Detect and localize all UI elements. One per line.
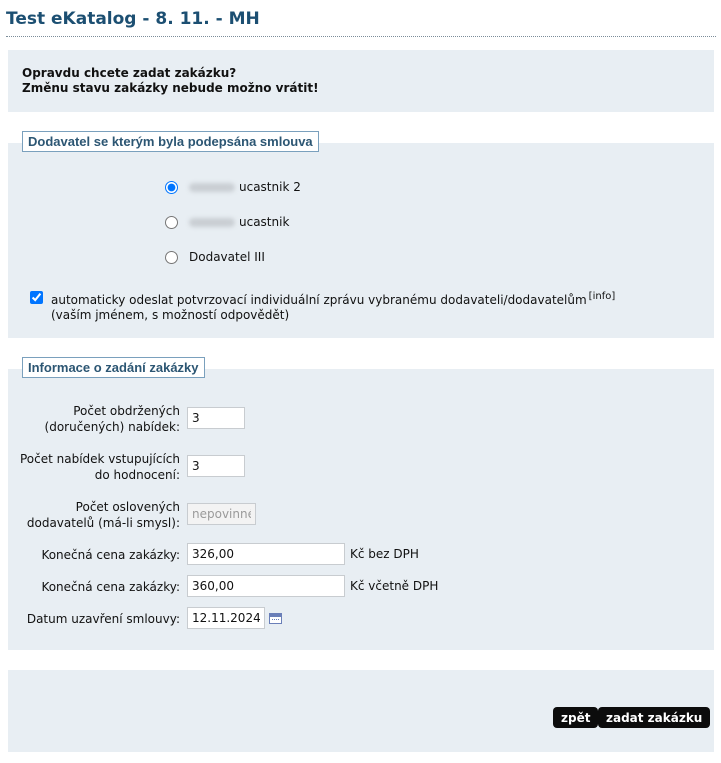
calendar-icon[interactable] <box>269 613 282 624</box>
contract-date-input[interactable] <box>187 607 265 629</box>
submit-order-button[interactable]: zadat zakázku <box>598 707 710 728</box>
auto-send-text <box>51 289 615 323</box>
auto-send-label: automaticky odeslat potvrzovací individuální zprávu vybranému dodavateli/dodavatelům <box>51 293 587 307</box>
price-without-vat-input[interactable] <box>187 543 345 565</box>
actions-panel <box>8 670 714 752</box>
price-without-vat-label: Konečná cena zakázky: <box>41 548 180 562</box>
supplier-section-legend: Dodavatel se kterým byla podepsána smlouva <box>22 131 319 152</box>
confirmation-warning: Změnu stavu zakázky nebude možno vrátit! <box>22 81 319 95</box>
supplier-radio-1[interactable] <box>165 181 178 194</box>
price-without-vat-unit: Kč bez DPH <box>350 547 419 561</box>
redacted-name <box>189 218 235 227</box>
suppliers-contacted-label: Počet oslovených dodavatelů (má-li smysl): <box>26 500 180 530</box>
redacted-name <box>189 183 235 192</box>
page-title: Test eKatalog - 8. 11. - MH <box>6 9 260 29</box>
confirmation-panel <box>8 50 714 112</box>
title-divider <box>6 36 716 37</box>
supplier-option-label: ucastnik <box>239 215 290 229</box>
contract-date-label: Datum uzavření smlouvy: <box>26 612 180 626</box>
supplier-radio-3[interactable] <box>165 251 178 264</box>
offers-evaluated-input[interactable] <box>187 455 245 477</box>
supplier-radio-2[interactable] <box>165 216 178 229</box>
auto-send-note: (vaším jménem, s možností odpovědět) <box>51 308 290 322</box>
confirmation-question: Opravdu chcete zadat zakázku? <box>22 66 237 80</box>
info-link[interactable]: [info] <box>588 291 616 302</box>
back-button[interactable]: zpět <box>553 707 598 728</box>
supplier-option-2[interactable] <box>165 215 289 229</box>
offers-received-input[interactable] <box>187 407 245 429</box>
supplier-panel <box>8 134 714 338</box>
price-with-vat-unit: Kč včetně DPH <box>350 579 439 593</box>
price-with-vat-label: Konečná cena zakázky: <box>41 580 180 594</box>
price-with-vat-input[interactable] <box>187 575 345 597</box>
supplier-option-3[interactable] <box>165 250 265 264</box>
supplier-option-1[interactable] <box>165 180 301 194</box>
offers-evaluated-label: Počet nabídek vstupujících do hodnocení: <box>19 452 180 482</box>
supplier-option-label: ucastnik 2 <box>239 180 301 194</box>
suppliers-contacted-input[interactable] <box>187 503 256 525</box>
order-info-legend: Informace o zadání zakázky <box>22 357 205 378</box>
confirmation-message <box>22 66 319 96</box>
auto-send-option <box>30 289 615 323</box>
order-info-panel <box>8 360 714 650</box>
offers-received-label: Počet obdržených (doručených) nabídek: <box>44 404 180 434</box>
auto-send-checkbox[interactable] <box>30 291 43 304</box>
supplier-option-label: Dodavatel III <box>189 250 265 264</box>
